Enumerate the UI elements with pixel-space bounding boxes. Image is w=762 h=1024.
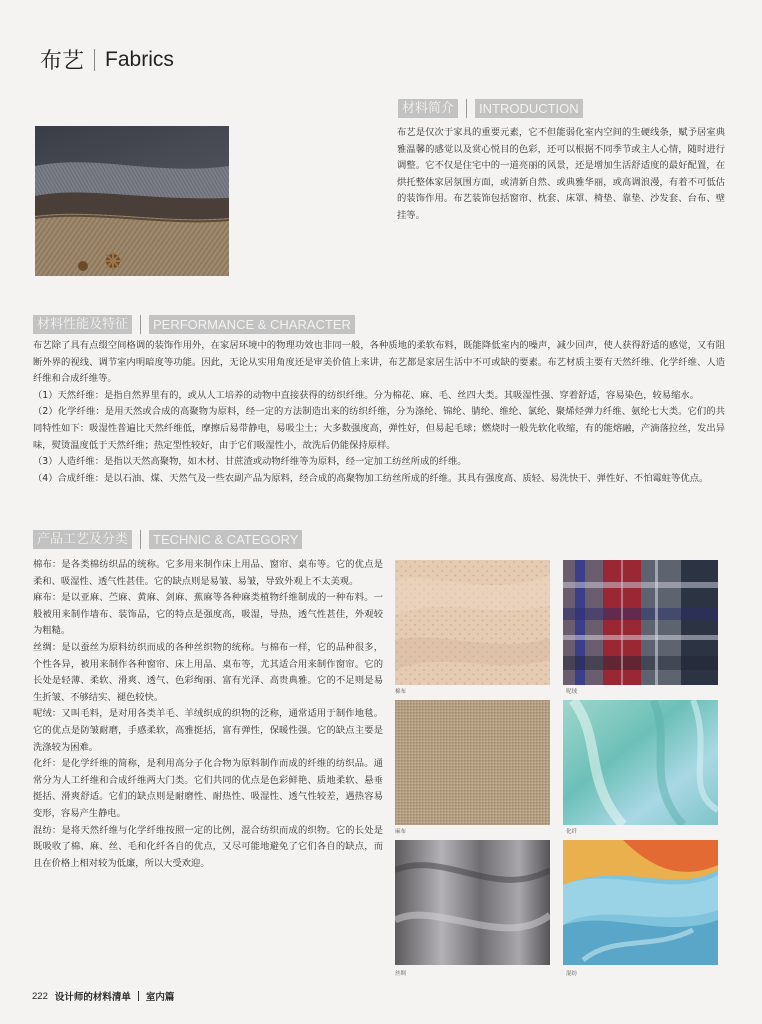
footer-divider xyxy=(138,991,139,1001)
intro-text xyxy=(397,125,725,225)
intro-heading xyxy=(398,99,583,118)
performance-paragraph: 布艺除了具有点缀空间格调的装饰作用外，在家居环境中的物理功效也非同一般，各种质地的柔软布料，既能降低室内的噪声，减少回声，使人获得舒适的感觉，又有阻断外界的视线、调节室内明暗度等功能。因此，无论从实用角度还是审美价值上来讲，布艺都是家居生活中不可或缺的要素。布艺材质主要有天然纤维、化学纤维、人造纤维和合成纤维等。 xyxy=(33,340,725,385)
performance-text xyxy=(33,338,725,487)
intro-paragraph: 布艺是仅次于家具的重要元素，它不但能弱化室内空间的生硬线条，赋予居室典雅温馨的感觉以及赏心悦目的色彩，还可以根据不同季节或主人心情，随时进行调整。它不仅是住宅中的一道亮丽的风景，还是增加生活舒适度的最好配置，在烘托整体家居氛围方面，或清新自然、或典雅华丽，或高调浪漫，有着不可低估的装饰作用。布艺装饰包括窗帘、枕套、床罩、椅垫、靠垫、沙发套、台布、壁挂等。 xyxy=(397,127,725,221)
title-en: Fabrics xyxy=(105,47,174,71)
blend-caption: 混纺 xyxy=(566,971,578,977)
performance-paragraph: （2）化学纤维：是用天然或合成的高聚物为原料，经一定的方法制造出来的纺织纤维，分为涤纶、锦纶、腈纶、维纶、氯纶、聚烯烃弹力纤维、氨纶七大类。它们的共同特性如下：吸湿性普遍比天然纤维低，摩擦后易带静电，易吸尘土；大多数强度高，弹性好，但易起毛球；燃烧时一般先软化收缩，有的能熔融，产滴落拉丝，发出异味，熨烫温度低于天然纤维；热定型性较好，由于它们吸湿性小，故洗后仍能保持原样。 xyxy=(33,406,725,451)
blend-swatch-photo xyxy=(563,840,718,965)
performance-heading-en: PERFORMANCE & CHARACTER xyxy=(149,315,355,334)
performance-paragraph: （3）人造纤维：是指以天然高聚物，如木材、甘蔗渣或动物纤维等为原料，经一定加工纺丝所成的纤维。 xyxy=(33,456,467,468)
heading-divider xyxy=(140,530,141,549)
book-title: 设计师的材料清单 xyxy=(54,992,131,1003)
synthetic-caption: 化纤 xyxy=(566,829,578,835)
technic-heading-cn: 产品工艺及分类 xyxy=(33,530,132,549)
intro-heading-cn: 材料简介 xyxy=(398,99,458,118)
technic-paragraph: 混纺：是将天然纤维与化学纤维按照一定的比例，混合纺织而成的织物。它的长处是既吸收了棉、麻、丝、毛和化纤各自的优点，又尽可能地避免了它们各自的缺点，而且在价格上相对较为低廉，所以大受欢迎。 xyxy=(33,824,383,869)
technic-paragraph: 化纤：是化学纤维的简称，是利用高分子化合物为原料制作而成的纤维的纺织品。通常分为人工纤维和合成纤维两大门类。它们共同的优点是色彩鲜艳、质地柔软、悬垂挺括、滑爽舒适。它们的缺点则是耐磨性、耐热性、吸湿性、透气性较差，遇热容易变形，容易产生静电。 xyxy=(33,758,383,819)
technic-paragraph: 麻布：是以亚麻、苎麻、黄麻、剑麻、蕉麻等各种麻类植物纤维制成的一种布料。一般被用来制作墙布、装饰品，它的特点是强度高，吸湿，导热，透气性甚佳，外观较为粗糙。 xyxy=(33,592,383,637)
technic-heading xyxy=(33,530,302,549)
performance-heading-cn: 材料性能及特征 xyxy=(33,315,132,334)
volume-title: 室内篇 xyxy=(145,992,175,1003)
technic-paragraph: 丝绸：是以蚕丝为原料纺织而成的各种丝织物的统称。与棉布一样，它的品种很多，个性各异，被用来制作各种窗帘、床上用品、桌布等，尤其适合用来制作窗帘。它的长处是轻薄、柔软、滑爽、透气、色彩绚丽、富有光泽、高贵典雅。它的不足则是易生折皱、不够结实、褪色较快。 xyxy=(33,641,383,703)
cotton-caption: 棉布 xyxy=(395,689,407,695)
page-footer xyxy=(32,989,174,1003)
wool-caption: 呢绒 xyxy=(566,689,578,695)
linen-caption: 麻布 xyxy=(395,829,407,835)
page-title xyxy=(40,44,174,75)
technic-paragraph: 棉布：是各类棉纺织品的统称。它多用来制作床上用品、窗帘、桌布等。它的优点是柔和、吸湿性、透气性甚佳。它的缺点则是易皱、易皱，导致外观上不太美观。 xyxy=(33,559,383,587)
silk-caption: 丝绸 xyxy=(395,971,407,977)
wool-swatch-photo xyxy=(563,560,718,685)
fabric-stack-photo xyxy=(35,126,229,276)
silk-swatch-photo xyxy=(395,840,550,965)
page-number: 222 xyxy=(32,990,48,1002)
performance-heading xyxy=(33,315,355,334)
performance-paragraph: （1）天然纤维：是指自然界里有的，或从人工培养的动物中直接获得的纺织纤维。分为棉花、麻、毛、丝四大类。其吸湿性强、穿着舒适，容易染色，较易缩水。 xyxy=(33,389,699,401)
intro-heading-en: INTRODUCTION xyxy=(475,99,583,118)
cotton-swatch-photo xyxy=(395,560,550,685)
heading-divider xyxy=(140,315,141,334)
performance-paragraph: （4）合成纤维：是以石油、煤、天然气及一些农副产品为原料，经合成的高聚物加工纺丝所成的纤维。其具有强度高、质轻、易洗快干、弹性好、不怕霉蛀等优点。 xyxy=(33,472,709,484)
technic-heading-en: TECHNIC & CATEGORY xyxy=(149,530,302,549)
technic-text xyxy=(33,557,383,872)
title-divider xyxy=(94,49,95,71)
title-cn: 布艺 xyxy=(40,49,85,74)
synthetic-swatch-photo xyxy=(563,700,718,825)
technic-paragraph: 呢绒：又叫毛料，是对用各类羊毛、羊绒织成的织物的泛称，通常适用于制作地毯。它的优点是防皱耐磨，手感柔软，高雅挺括，富有弹性，保暖性强。它的缺点主要是洗涤较为困难。 xyxy=(33,708,383,753)
heading-divider xyxy=(466,99,467,118)
linen-swatch-photo xyxy=(395,700,550,825)
